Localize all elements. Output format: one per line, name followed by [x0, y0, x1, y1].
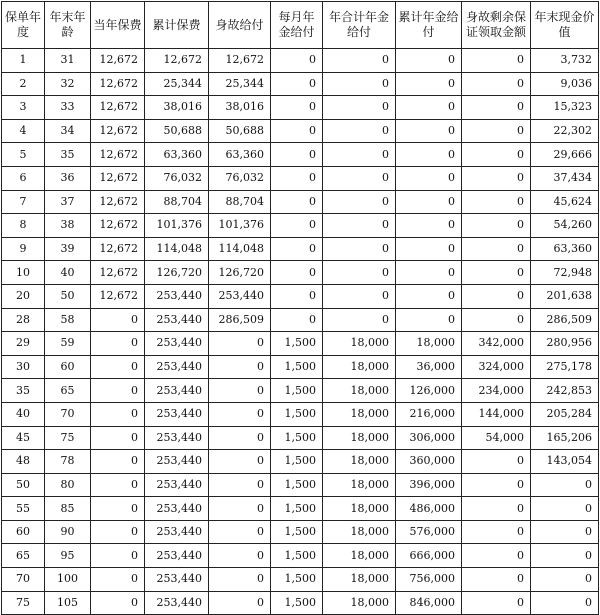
- header-remaining-guaranteed-amount: 身故剩余保证领取金额: [462, 2, 531, 49]
- death-benefit-cell: 50,688: [209, 119, 271, 143]
- remaining-guarantee-cell: 0: [462, 308, 531, 332]
- monthly-annuity-cell: 1,500: [271, 473, 323, 497]
- annual-premium-cell: 12,672: [91, 49, 145, 73]
- policy-year-cell: 50: [2, 473, 45, 497]
- cash-value-cell: 286,509: [531, 308, 599, 332]
- cumulative-annuity-cell: 36,000: [396, 355, 462, 379]
- monthly-annuity-cell: 0: [271, 119, 323, 143]
- monthly-annuity-cell: 0: [271, 308, 323, 332]
- table-row: [2, 72, 599, 96]
- annual-premium-cell: 12,672: [91, 190, 145, 214]
- cumulative-annuity-cell: 360,000: [396, 450, 462, 474]
- remaining-guarantee-cell: 0: [462, 119, 531, 143]
- cash-value-cell: 15,323: [531, 96, 599, 120]
- table-row: [2, 332, 599, 356]
- annual-premium-cell: 0: [91, 426, 145, 450]
- death-benefit-cell: 0: [209, 426, 271, 450]
- policy-year-cell: 2: [2, 72, 45, 96]
- age-cell: 100: [45, 568, 91, 592]
- cash-value-cell: 22,302: [531, 119, 599, 143]
- age-cell: 37: [45, 190, 91, 214]
- remaining-guarantee-cell: 0: [462, 261, 531, 285]
- death-benefit-cell: 0: [209, 402, 271, 426]
- age-cell: 32: [45, 72, 91, 96]
- annual-annuity-cell: 18,000: [323, 591, 396, 615]
- death-benefit-cell: 0: [209, 568, 271, 592]
- table-row: [2, 308, 599, 332]
- policy-year-cell: 48: [2, 450, 45, 474]
- cumulative-annuity-cell: 0: [396, 49, 462, 73]
- cumulative-annuity-cell: 0: [396, 261, 462, 285]
- cumulative-annuity-cell: 0: [396, 143, 462, 167]
- monthly-annuity-cell: 0: [271, 49, 323, 73]
- policy-year-cell: 4: [2, 119, 45, 143]
- cash-value-cell: 201,638: [531, 284, 599, 308]
- annual-premium-cell: 0: [91, 332, 145, 356]
- table-row: [2, 261, 599, 285]
- annual-annuity-cell: 18,000: [323, 426, 396, 450]
- policy-year-cell: 9: [2, 237, 45, 261]
- table-body: [2, 49, 599, 615]
- cumulative-premium-cell: 253,440: [145, 568, 209, 592]
- cumulative-annuity-cell: 756,000: [396, 568, 462, 592]
- cumulative-premium-cell: 253,440: [145, 591, 209, 615]
- cash-value-cell: 242,853: [531, 379, 599, 403]
- annual-premium-cell: 12,672: [91, 284, 145, 308]
- remaining-guarantee-cell: 0: [462, 49, 531, 73]
- cumulative-annuity-cell: 0: [396, 96, 462, 120]
- cumulative-premium-cell: 253,440: [145, 520, 209, 544]
- cumulative-annuity-cell: 0: [396, 119, 462, 143]
- cumulative-annuity-cell: 0: [396, 308, 462, 332]
- remaining-guarantee-cell: 0: [462, 96, 531, 120]
- annual-annuity-cell: 18,000: [323, 379, 396, 403]
- death-benefit-cell: 0: [209, 544, 271, 568]
- age-cell: 38: [45, 214, 91, 238]
- cumulative-premium-cell: 253,440: [145, 473, 209, 497]
- annual-annuity-cell: 0: [323, 190, 396, 214]
- annual-annuity-cell: 0: [323, 96, 396, 120]
- cumulative-premium-cell: 50,688: [145, 119, 209, 143]
- remaining-guarantee-cell: 0: [462, 568, 531, 592]
- cumulative-premium-cell: 253,440: [145, 355, 209, 379]
- monthly-annuity-cell: 0: [271, 214, 323, 238]
- annual-premium-cell: 0: [91, 591, 145, 615]
- annual-annuity-cell: 0: [323, 119, 396, 143]
- header-annual-premium: 当年保费: [91, 2, 145, 49]
- death-benefit-cell: 101,376: [209, 214, 271, 238]
- age-cell: 80: [45, 473, 91, 497]
- cumulative-premium-cell: 253,440: [145, 497, 209, 521]
- remaining-guarantee-cell: 0: [462, 72, 531, 96]
- policy-year-cell: 45: [2, 426, 45, 450]
- age-cell: 70: [45, 402, 91, 426]
- death-benefit-cell: 25,344: [209, 72, 271, 96]
- remaining-guarantee-cell: 0: [462, 591, 531, 615]
- cash-value-cell: 29,666: [531, 143, 599, 167]
- annual-annuity-cell: 18,000: [323, 355, 396, 379]
- cumulative-premium-cell: 101,376: [145, 214, 209, 238]
- monthly-annuity-cell: 0: [271, 143, 323, 167]
- table-row: [2, 96, 599, 120]
- policy-year-cell: 35: [2, 379, 45, 403]
- cumulative-premium-cell: 253,440: [145, 426, 209, 450]
- remaining-guarantee-cell: 0: [462, 544, 531, 568]
- cash-value-cell: 0: [531, 520, 599, 544]
- remaining-guarantee-cell: 0: [462, 190, 531, 214]
- remaining-guarantee-cell: 0: [462, 214, 531, 238]
- annual-annuity-cell: 0: [323, 214, 396, 238]
- cumulative-premium-cell: 253,440: [145, 450, 209, 474]
- monthly-annuity-cell: 0: [271, 261, 323, 285]
- cash-value-cell: 0: [531, 591, 599, 615]
- header-cumulative-annuity: 累计年金给付: [396, 2, 462, 49]
- cumulative-annuity-cell: 576,000: [396, 520, 462, 544]
- cash-value-cell: 63,360: [531, 237, 599, 261]
- header-cumulative-premium: 累计保费: [145, 2, 209, 49]
- policy-year-cell: 1: [2, 49, 45, 73]
- policy-year-cell: 29: [2, 332, 45, 356]
- death-benefit-cell: 0: [209, 450, 271, 474]
- cash-value-cell: 37,434: [531, 166, 599, 190]
- annual-annuity-cell: 18,000: [323, 450, 396, 474]
- annual-premium-cell: 0: [91, 450, 145, 474]
- cumulative-annuity-cell: 18,000: [396, 332, 462, 356]
- policy-year-cell: 40: [2, 402, 45, 426]
- table-row: [2, 520, 599, 544]
- remaining-guarantee-cell: 0: [462, 450, 531, 474]
- header-cash-value: 年末现金价值: [531, 2, 599, 49]
- remaining-guarantee-cell: 0: [462, 237, 531, 261]
- annual-annuity-cell: 0: [323, 49, 396, 73]
- table-row: [2, 237, 599, 261]
- annual-premium-cell: 12,672: [91, 214, 145, 238]
- policy-year-cell: 75: [2, 591, 45, 615]
- death-benefit-cell: 0: [209, 591, 271, 615]
- table-row: [2, 426, 599, 450]
- cumulative-annuity-cell: 486,000: [396, 497, 462, 521]
- age-cell: 31: [45, 49, 91, 73]
- policy-year-cell: 10: [2, 261, 45, 285]
- annual-premium-cell: 0: [91, 544, 145, 568]
- death-benefit-cell: 0: [209, 379, 271, 403]
- annual-annuity-cell: 18,000: [323, 473, 396, 497]
- cumulative-premium-cell: 253,440: [145, 332, 209, 356]
- annual-annuity-cell: 0: [323, 166, 396, 190]
- remaining-guarantee-cell: 54,000: [462, 426, 531, 450]
- remaining-guarantee-cell: 234,000: [462, 379, 531, 403]
- annual-premium-cell: 12,672: [91, 143, 145, 167]
- policy-year-cell: 6: [2, 166, 45, 190]
- remaining-guarantee-cell: 0: [462, 166, 531, 190]
- monthly-annuity-cell: 1,500: [271, 450, 323, 474]
- cash-value-cell: 45,624: [531, 190, 599, 214]
- table-row: [2, 143, 599, 167]
- policy-year-cell: 60: [2, 520, 45, 544]
- monthly-annuity-cell: 1,500: [271, 520, 323, 544]
- cumulative-annuity-cell: 396,000: [396, 473, 462, 497]
- death-benefit-cell: 63,360: [209, 143, 271, 167]
- remaining-guarantee-cell: 0: [462, 473, 531, 497]
- age-cell: 39: [45, 237, 91, 261]
- annual-premium-cell: 0: [91, 402, 145, 426]
- monthly-annuity-cell: 0: [271, 190, 323, 214]
- annual-premium-cell: 0: [91, 568, 145, 592]
- remaining-guarantee-cell: 0: [462, 497, 531, 521]
- policy-year-cell: 65: [2, 544, 45, 568]
- cash-value-cell: 143,054: [531, 450, 599, 474]
- annual-premium-cell: 0: [91, 308, 145, 332]
- cash-value-cell: 0: [531, 568, 599, 592]
- remaining-guarantee-cell: 144,000: [462, 402, 531, 426]
- annual-premium-cell: 0: [91, 379, 145, 403]
- age-cell: 65: [45, 379, 91, 403]
- monthly-annuity-cell: 1,500: [271, 544, 323, 568]
- cumulative-annuity-cell: 0: [396, 237, 462, 261]
- death-benefit-cell: 0: [209, 332, 271, 356]
- table-row: [2, 473, 599, 497]
- annual-annuity-cell: 0: [323, 308, 396, 332]
- monthly-annuity-cell: 1,500: [271, 568, 323, 592]
- cumulative-annuity-cell: 306,000: [396, 426, 462, 450]
- cumulative-annuity-cell: 0: [396, 214, 462, 238]
- table-row: [2, 166, 599, 190]
- annual-premium-cell: 0: [91, 520, 145, 544]
- remaining-guarantee-cell: 342,000: [462, 332, 531, 356]
- table-row: [2, 214, 599, 238]
- table-row: [2, 379, 599, 403]
- table-row: [2, 284, 599, 308]
- table-row: [2, 450, 599, 474]
- monthly-annuity-cell: 1,500: [271, 332, 323, 356]
- cash-value-cell: 0: [531, 497, 599, 521]
- annual-premium-cell: 12,672: [91, 96, 145, 120]
- death-benefit-cell: 253,440: [209, 284, 271, 308]
- policy-year-cell: 30: [2, 355, 45, 379]
- age-cell: 60: [45, 355, 91, 379]
- annual-annuity-cell: 0: [323, 72, 396, 96]
- header-monthly-annuity: 每月年金给付: [271, 2, 323, 49]
- annual-premium-cell: 12,672: [91, 72, 145, 96]
- cash-value-cell: 54,260: [531, 214, 599, 238]
- policy-year-cell: 55: [2, 497, 45, 521]
- death-benefit-cell: 286,509: [209, 308, 271, 332]
- cumulative-premium-cell: 12,672: [145, 49, 209, 73]
- cumulative-premium-cell: 253,440: [145, 284, 209, 308]
- policy-year-cell: 3: [2, 96, 45, 120]
- annual-premium-cell: 12,672: [91, 166, 145, 190]
- cumulative-annuity-cell: 126,000: [396, 379, 462, 403]
- cumulative-annuity-cell: 216,000: [396, 402, 462, 426]
- death-benefit-cell: 0: [209, 520, 271, 544]
- age-cell: 85: [45, 497, 91, 521]
- table-row: [2, 355, 599, 379]
- cash-value-cell: 0: [531, 473, 599, 497]
- cash-value-cell: 3,732: [531, 49, 599, 73]
- age-cell: 59: [45, 332, 91, 356]
- policy-year-cell: 70: [2, 568, 45, 592]
- policy-year-cell: 7: [2, 190, 45, 214]
- cumulative-premium-cell: 253,440: [145, 402, 209, 426]
- death-benefit-cell: 88,704: [209, 190, 271, 214]
- cash-value-cell: 0: [531, 544, 599, 568]
- policy-year-cell: 8: [2, 214, 45, 238]
- header-policy-year: 保单年度: [2, 2, 45, 49]
- table-row: [2, 497, 599, 521]
- table-row: [2, 591, 599, 615]
- annual-premium-cell: 0: [91, 473, 145, 497]
- table-header-row: [2, 2, 599, 49]
- policy-year-cell: 5: [2, 143, 45, 167]
- annual-annuity-cell: 18,000: [323, 497, 396, 521]
- cumulative-premium-cell: 126,720: [145, 261, 209, 285]
- annual-premium-cell: 12,672: [91, 119, 145, 143]
- cumulative-annuity-cell: 0: [396, 190, 462, 214]
- age-cell: 105: [45, 591, 91, 615]
- cumulative-premium-cell: 253,440: [145, 379, 209, 403]
- table-row: [2, 402, 599, 426]
- cumulative-premium-cell: 76,032: [145, 166, 209, 190]
- death-benefit-cell: 114,048: [209, 237, 271, 261]
- monthly-annuity-cell: 0: [271, 96, 323, 120]
- remaining-guarantee-cell: 324,000: [462, 355, 531, 379]
- table-row: [2, 49, 599, 73]
- annual-premium-cell: 12,672: [91, 261, 145, 285]
- monthly-annuity-cell: 1,500: [271, 426, 323, 450]
- monthly-annuity-cell: 1,500: [271, 355, 323, 379]
- death-benefit-cell: 76,032: [209, 166, 271, 190]
- table-row: [2, 544, 599, 568]
- table-row: [2, 190, 599, 214]
- annual-annuity-cell: 0: [323, 284, 396, 308]
- age-cell: 95: [45, 544, 91, 568]
- annual-premium-cell: 12,672: [91, 237, 145, 261]
- annual-annuity-cell: 18,000: [323, 568, 396, 592]
- age-cell: 90: [45, 520, 91, 544]
- cumulative-premium-cell: 253,440: [145, 308, 209, 332]
- death-benefit-cell: 0: [209, 473, 271, 497]
- benefit-table: [1, 1, 599, 615]
- age-cell: 75: [45, 426, 91, 450]
- monthly-annuity-cell: 1,500: [271, 591, 323, 615]
- remaining-guarantee-cell: 0: [462, 143, 531, 167]
- cumulative-premium-cell: 63,360: [145, 143, 209, 167]
- cash-value-cell: 280,956: [531, 332, 599, 356]
- death-benefit-cell: 0: [209, 355, 271, 379]
- death-benefit-cell: 126,720: [209, 261, 271, 285]
- cumulative-premium-cell: 114,048: [145, 237, 209, 261]
- age-cell: 34: [45, 119, 91, 143]
- monthly-annuity-cell: 1,500: [271, 402, 323, 426]
- annual-annuity-cell: 18,000: [323, 544, 396, 568]
- annual-premium-cell: 0: [91, 497, 145, 521]
- cumulative-premium-cell: 88,704: [145, 190, 209, 214]
- table-row: [2, 568, 599, 592]
- cash-value-cell: 9,036: [531, 72, 599, 96]
- age-cell: 50: [45, 284, 91, 308]
- annual-annuity-cell: 18,000: [323, 332, 396, 356]
- annual-annuity-cell: 0: [323, 261, 396, 285]
- header-annual-annuity-total: 年合计年金给付: [323, 2, 396, 49]
- cumulative-premium-cell: 25,344: [145, 72, 209, 96]
- monthly-annuity-cell: 1,500: [271, 379, 323, 403]
- cash-value-cell: 165,206: [531, 426, 599, 450]
- remaining-guarantee-cell: 0: [462, 284, 531, 308]
- monthly-annuity-cell: 0: [271, 237, 323, 261]
- cumulative-premium-cell: 253,440: [145, 544, 209, 568]
- annual-annuity-cell: 18,000: [323, 520, 396, 544]
- cumulative-annuity-cell: 0: [396, 166, 462, 190]
- cash-value-cell: 275,178: [531, 355, 599, 379]
- monthly-annuity-cell: 0: [271, 72, 323, 96]
- cash-value-cell: 72,948: [531, 261, 599, 285]
- cumulative-annuity-cell: 846,000: [396, 591, 462, 615]
- policy-year-cell: 20: [2, 284, 45, 308]
- table-row: [2, 119, 599, 143]
- cumulative-annuity-cell: 0: [396, 72, 462, 96]
- remaining-guarantee-cell: 0: [462, 520, 531, 544]
- age-cell: 35: [45, 143, 91, 167]
- annual-premium-cell: 0: [91, 355, 145, 379]
- cumulative-premium-cell: 38,016: [145, 96, 209, 120]
- death-benefit-cell: 38,016: [209, 96, 271, 120]
- death-benefit-cell: 0: [209, 497, 271, 521]
- monthly-annuity-cell: 0: [271, 166, 323, 190]
- age-cell: 36: [45, 166, 91, 190]
- age-cell: 40: [45, 261, 91, 285]
- header-death-benefit: 身故给付: [209, 2, 271, 49]
- header-age-at-year-end: 年末年龄: [45, 2, 91, 49]
- age-cell: 78: [45, 450, 91, 474]
- cumulative-annuity-cell: 0: [396, 284, 462, 308]
- monthly-annuity-cell: 1,500: [271, 497, 323, 521]
- cash-value-cell: 205,284: [531, 402, 599, 426]
- annual-annuity-cell: 0: [323, 143, 396, 167]
- policy-year-cell: 28: [2, 308, 45, 332]
- annual-annuity-cell: 18,000: [323, 402, 396, 426]
- age-cell: 58: [45, 308, 91, 332]
- age-cell: 33: [45, 96, 91, 120]
- cumulative-annuity-cell: 666,000: [396, 544, 462, 568]
- monthly-annuity-cell: 0: [271, 284, 323, 308]
- annual-annuity-cell: 0: [323, 237, 396, 261]
- death-benefit-cell: 12,672: [209, 49, 271, 73]
